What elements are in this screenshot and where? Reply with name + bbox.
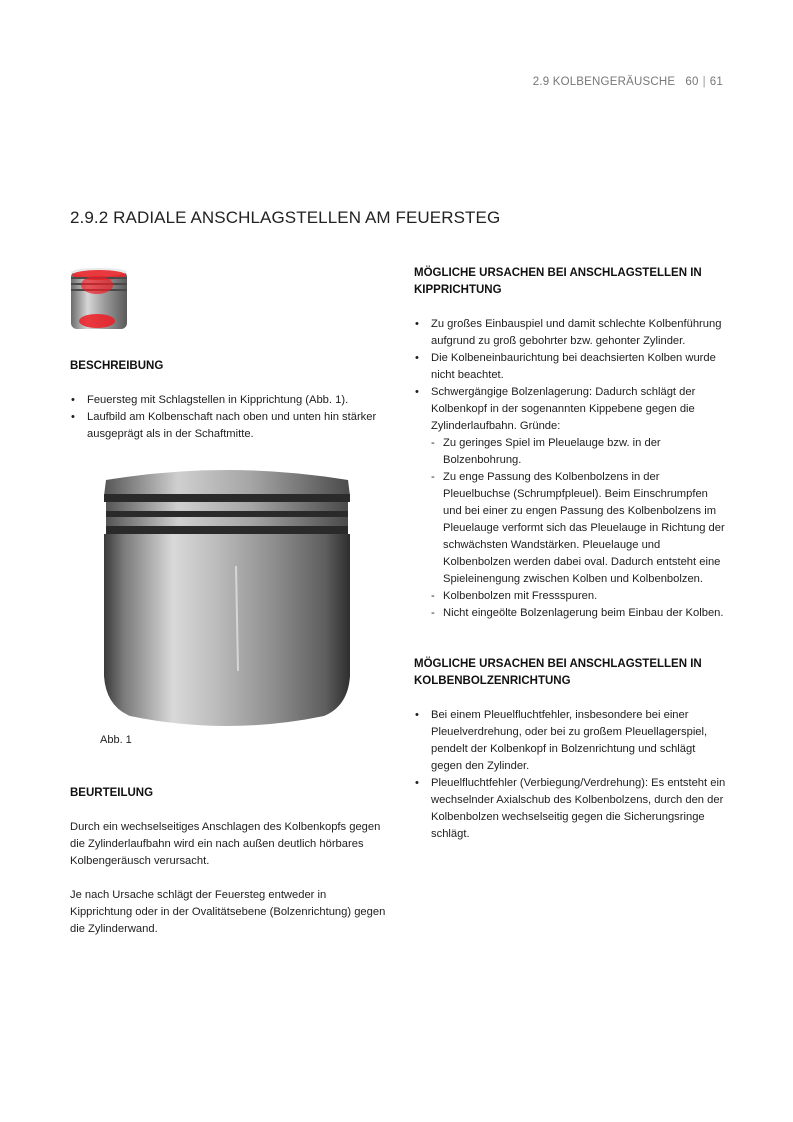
bolzenrichtung-heading: MÖGLICHE URSACHEN BEI ANSCHLAGSTELLEN IN KOLBENBOLZENRICHTUNG xyxy=(414,658,702,687)
list-item: • Laufbild am Kolbenschaft nach oben und unten hin stärker ausgeprägt als in der Schaftmitte. xyxy=(70,409,390,443)
running-header xyxy=(533,76,723,88)
list-item: • Bei einem Pleuelfluchtfehler, insbesondere bei einer Pleuelverdrehung, oder bei zu großem Pleuellagerspiel, pendelt der Kolbenkopf in Bolzenrichtung und schlägt gegen den Zylinder. xyxy=(414,707,729,775)
list-item: • Pleuelfluchtfehler (Verbiegung/Verdrehung): Es entsteht ein wechselnder Axialschub des Kolbenbolzens, durch den der Kolbenbolzen wechselseitig gegen die Sicherungsringe schlägt. xyxy=(414,775,729,843)
list-item: • Zu großes Einbauspiel und damit schlechte Kolbenführung aufgrund zu groß gebohrter bzw. gehonter Zylinder. xyxy=(414,316,729,350)
piston-thumbnail-icon xyxy=(67,265,131,333)
kipprichtung-heading: MÖGLICHE URSACHEN BEI ANSCHLAGSTELLEN IN KIPPRICHTUNG xyxy=(414,267,702,296)
sublist-item: - Zu geringes Spiel im Pleuelauge bzw. in der Bolzenbohrung. xyxy=(431,435,729,469)
section-label: 2.9 KOLBENGERÄUSCHE xyxy=(532,76,676,88)
beurteilung-heading: BEURTEILUNG xyxy=(70,787,154,799)
page-separator: | xyxy=(702,76,706,88)
list-item-text: Schwergängige Bolzenlagerung: Dadurch schlägt der Kolbenkopf in der sogenannten Kippebene gegen die Zylinderlaufbahn. Gründe: xyxy=(431,386,696,432)
figure-caption: Abb. 1 xyxy=(100,734,132,746)
kipprichtung-sublist xyxy=(431,435,729,622)
kipprichtung-list xyxy=(414,316,729,622)
piston-photo xyxy=(98,466,356,734)
sublist-item: - Nicht eingeölte Bolzenlagerung beim Einbau der Kolben. xyxy=(431,605,729,622)
beschreibung-list xyxy=(70,392,390,443)
list-item xyxy=(414,384,729,622)
bolzenrichtung-list xyxy=(414,707,729,843)
left-column xyxy=(70,265,390,443)
beurteilung-section xyxy=(70,785,390,938)
sublist-item: - Kolbenbolzen mit Fressspuren. xyxy=(431,588,729,605)
beschreibung-heading: BESCHREIBUNG xyxy=(70,360,164,372)
page-number-right: 61 xyxy=(709,76,723,88)
beurteilung-paragraph: Durch ein wechselseitiges Anschlagen des Kolbenkopfs gegen die Zylinderlaufbahn wird ein nach außen deutlich hörbares Kolbengeräusch verursacht. xyxy=(70,821,381,867)
list-item: • Die Kolbeneinbaurichtung bei deachsierten Kolben wurde nicht beachtet. xyxy=(414,350,729,384)
sublist-item: - Zu enge Passung des Kolbenbolzens in der Pleuelbuchse (Schrumpfpleuel). Beim Einschrumpfen und bei einer zu engen Passung des Kolbenbolzens im Pleuelauge verformt sich das Pleuelauge in Richtung der schwächsten Wandstärken. Pleuelauge und Kolbenbolzen werden dabei oval. Dadurch entsteht eine Spieleinengung zwischen Kolben und Kolbenbolzen. xyxy=(431,469,729,588)
beurteilung-paragraph: Je nach Ursache schlägt der Feuersteg entweder in Kipprichtung oder in der Ovalitätsebene (Bolzenrichtung) gegen die Zylinderwand. xyxy=(70,889,386,935)
right-column xyxy=(414,265,729,843)
list-item: • Feuersteg mit Schlagstellen in Kipprichtung (Abb. 1). xyxy=(70,392,390,409)
page-number-left: 60 xyxy=(685,76,699,88)
page-title: 2.9.2 RADIALE ANSCHLAGSTELLEN AM FEUERSTEG xyxy=(70,208,501,227)
